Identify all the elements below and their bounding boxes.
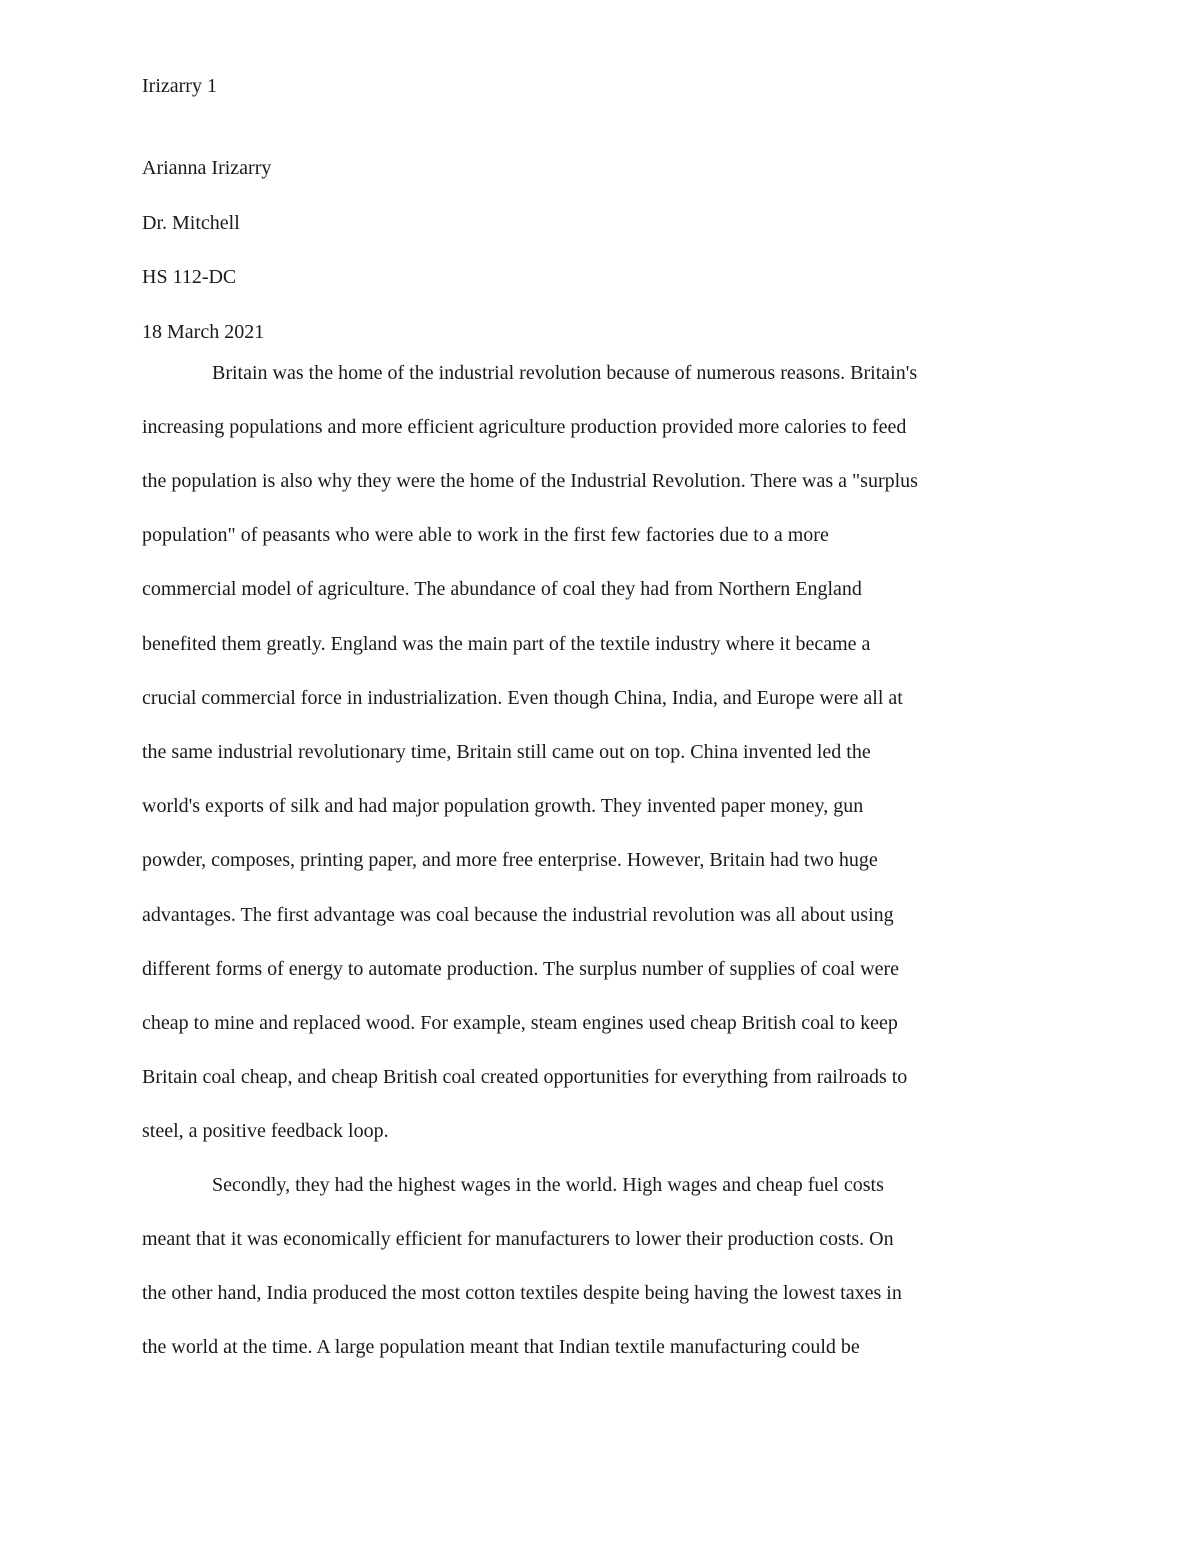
- paragraph-2-line-1: Secondly, they had the highest wages in the world. High wages and cheap fuel costs: [212, 1174, 884, 1196]
- heading-block: [142, 141, 1072, 359]
- paragraph-1-line-9: world's exports of silk and had major population growth. They invented paper money, gun: [142, 795, 864, 817]
- paragraph-1-line-4: population" of peasants who were able to work in the first few factories due to a more: [142, 524, 829, 546]
- paragraph-1-line-8: the same industrial revolutionary time, Britain still came out on top. China invented led the: [142, 741, 871, 763]
- date: 18 March 2021: [142, 320, 265, 343]
- paragraph-1-line-14: Britain coal cheap, and cheap British coal created opportunities for everything from railroads to: [142, 1066, 908, 1088]
- paragraph-1-line-12: different forms of energy to automate production. The surplus number of supplies of coal were: [142, 958, 900, 980]
- paragraph-1-line-5: commercial model of agriculture. The abundance of coal they had from Northern England: [142, 578, 862, 600]
- paragraph-1-line-6: benefited them greatly. England was the main part of the textile industry where it became a: [142, 633, 871, 655]
- paragraph-1-line-2: increasing populations and more efficient agriculture production provided more calories to feed: [142, 416, 907, 438]
- paragraph-1-line-7: crucial commercial force in industrialization. Even though China, India, and Europe were all at: [142, 687, 903, 709]
- paragraph-1-line-13: cheap to mine and replaced wood. For example, steam engines used cheap British coal to keep: [142, 1012, 898, 1034]
- paragraph-2-line-2: meant that it was economically efficient for manufacturers to lower their production costs. On: [142, 1228, 894, 1250]
- paragraph-1-line-1: Britain was the home of the industrial revolution because of numerous reasons. Britain's: [212, 362, 918, 384]
- paragraph-1-line-11: advantages. The first advantage was coal because the industrial revolution was all about using: [142, 904, 894, 926]
- paragraph-2-line-4: the world at the time. A large population meant that Indian textile manufacturing could be: [142, 1336, 860, 1358]
- paragraph-2-line-3: the other hand, India produced the most cotton textiles despite being having the lowest taxes in: [142, 1282, 902, 1304]
- paragraph-1-line-10: powder, composes, printing paper, and more free enterprise. However, Britain had two huge: [142, 849, 878, 871]
- course-code: HS 112-DC: [142, 266, 237, 288]
- paragraph-1-line-15: steel, a positive feedback loop.: [142, 1120, 389, 1142]
- author-name: Arianna Irizarry: [142, 157, 272, 179]
- running-head: Irizarry 1: [142, 75, 217, 97]
- paragraph-1-line-3: the population is also why they were the home of the Industrial Revolution. There was a "surplus: [142, 470, 918, 492]
- instructor-name: Dr. Mitchell: [142, 211, 240, 234]
